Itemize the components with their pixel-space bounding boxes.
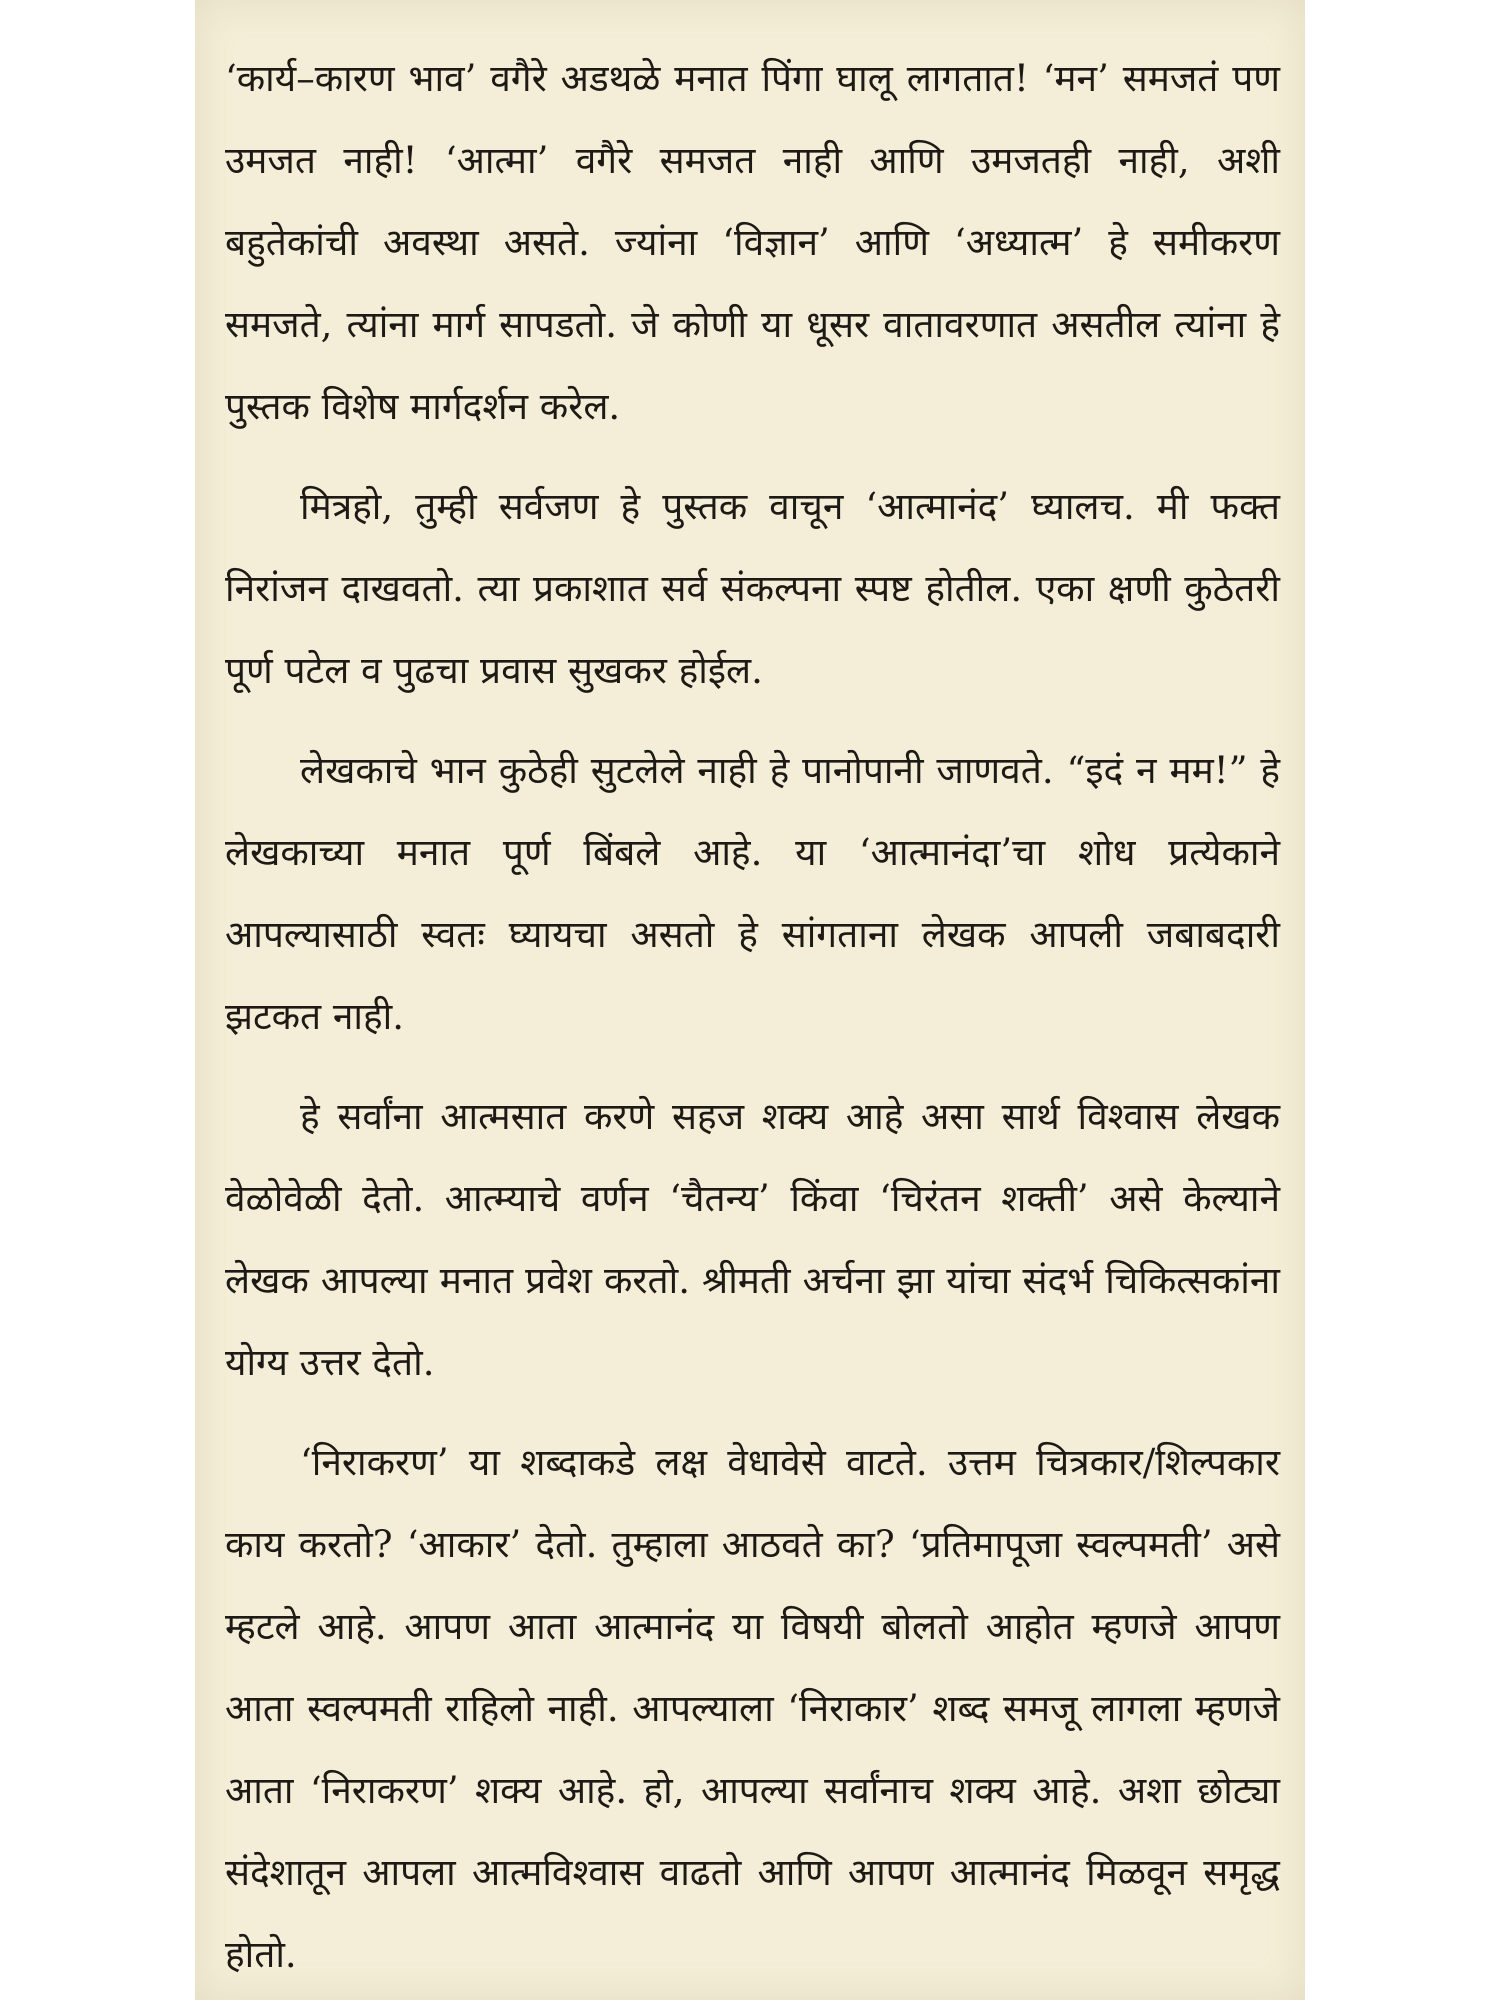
book-page [195, 0, 1305, 2000]
paragraph-3: लेखकाचे भान कुठेही सुटलेले नाही हे पानोपानी जाणवते. “इदं न मम!” हे लेखकाच्या मनात पूर्ण बिंबले आहे. या ‘आत्मानंदा’चा शोध प्रत्येकाने आपल्यासाठी स्वतः घ्यायचा असतो हे सांगताना लेखक आपली जबाबदारी झटकत नाही. [225, 749, 1280, 1038]
paragraph-1: ‘कार्य–कारण भाव’ वगैरे अडथळे मनात पिंगा घालू लागतात! ‘मन’ समजतं पण उमजत नाही! ‘आत्मा’ वगैरे समजत नाही आणि उमजतही नाही, अशी बहुतेकांची अवस्था असते. ज्यांना ‘विज्ञान’ आणि ‘अध्यात्म’ हे समीकरण समजते, त्यांना मार्ग सापडतो. जे कोणी या धूसर वातावरणात असतील त्यांना हे पुस्तक विशेष मार्गदर्शन करेल. [225, 57, 1280, 428]
paragraph-4: हे सर्वांना आत्मसात करणे सहज शक्य आहे असा सार्थ विश्वास लेखक वेळोवेळी देतो. आत्म्याचे वर्णन ‘चैतन्य’ किंवा ‘चिरंतन शक्ती’ असे केल्याने लेखक आपल्या मनात प्रवेश करतो. श्रीमती अर्चना झा यांचा संदर्भ चिकित्सकांना योग्य उत्तर देतो. [225, 1095, 1280, 1384]
paragraph-2: मित्रहो, तुम्ही सर्वजण हे पुस्तक वाचून ‘आत्मानंद’ घ्यालच. मी फक्त निरांजन दाखवतो. त्या प्रकाशात सर्व संकल्पना स्पष्ट होतील. एका क्षणी कुठेतरी पूर्ण पटेल व पुढचा प्रवास सुखकर होईल. [225, 485, 1280, 692]
page-body-text [225, 38, 1280, 2014]
paragraph-5: ‘निराकरण’ या शब्दाकडे लक्ष वेधावेसे वाटते. उत्तम चित्रकार/शिल्पकार काय करतो? ‘आकार’ देतो. तुम्हाला आठवते का? ‘प्रतिमापूजा स्वल्पमती’ असे म्हटले आहे. आपण आता आत्मानंद या विषयी बोलतो आहोत म्हणजे आपण आता स्वल्पमती राहिलो नाही. आपल्याला ‘निराकार’ शब्द समजू लागला म्हणजे आता ‘निराकरण’ शक्य आहे. हो, आपल्या सर्वांनाच शक्य आहे. अशा छोट्या संदेशातून आपला आत्मविश्वास वाढतो आणि आपण आत्मानंद मिळवून समृद्ध होतो. [225, 1441, 1280, 1976]
